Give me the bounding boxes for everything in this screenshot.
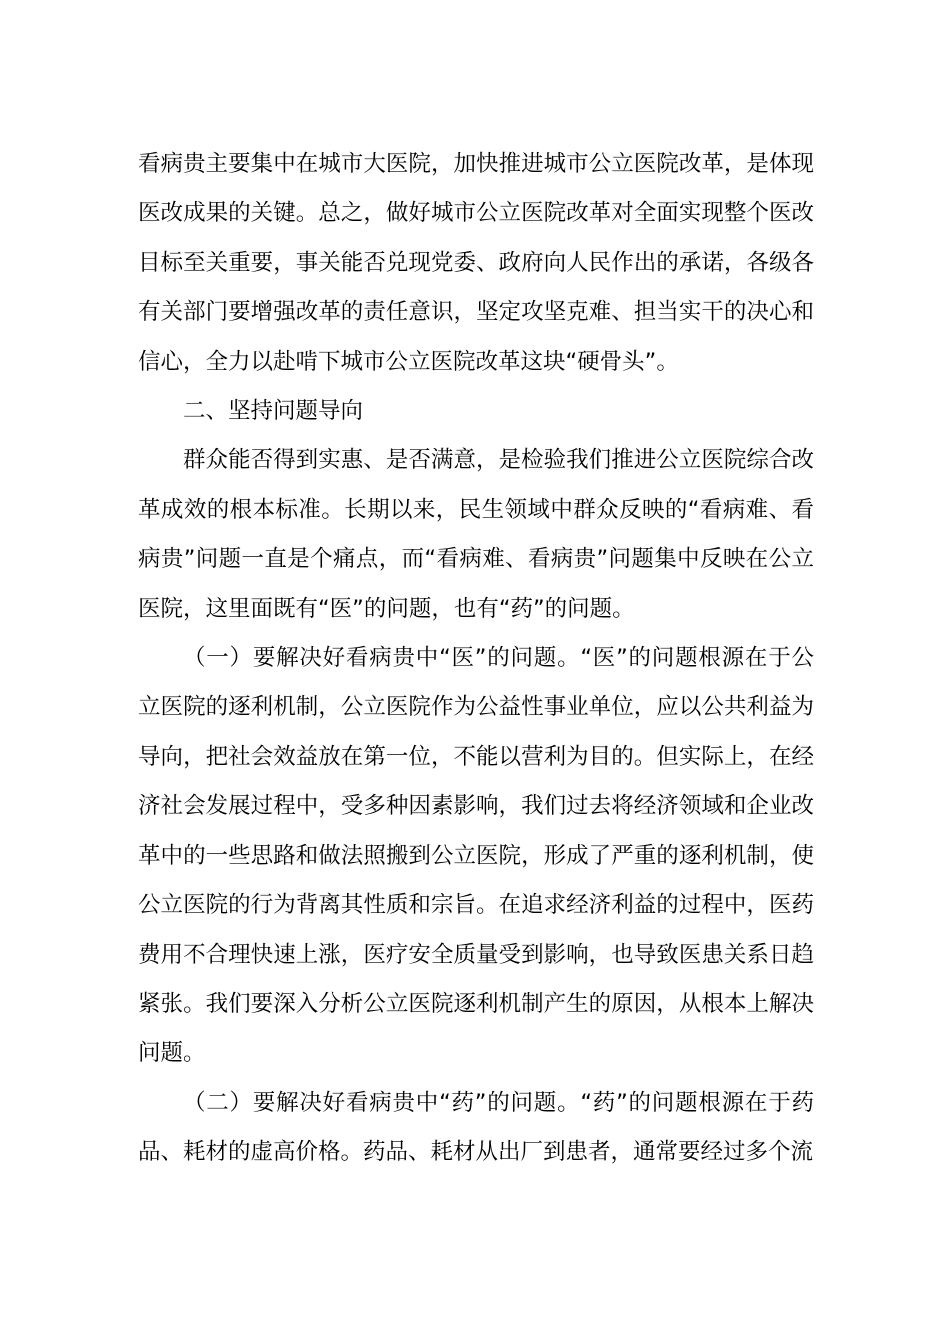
paragraph-subsection-medical: （一）要解决好看病贵中“医”的问题。“医”的问题根源在于公立医院的逐利机制，公立医院作为公益性事业单位，应以公共利益为导向，把社会效益放在第一位，不能以营利为目的。但实际上，在经济社会发展过程中，受多种因素影响，我们过去将经济领域和企业改革中的一些思路和做法照搬到公立医院，形成了严重的逐利机制，使公立医院的行为背离其性质和宗旨。在追求经济利益的过程中，医药费用不合理快速上涨，医疗安全质量受到影响，也导致医患关系日趋紧张。我们要深入分析公立医院逐利机制产生的原因，从根本上解决问题。 [138, 645, 814, 1067]
paragraph-subsection-drugs: （二）要解决好看病贵中“药”的问题。“药”的问题根源在于药品、耗材的虚高价格。药品、耗材从出厂到患者，通常要经过多个流 [138, 1089, 814, 1166]
paragraph-problem-overview: 群众能否得到实惠、是否满意，是检验我们推进公立医院综合改革成效的根本标准。长期以来，民生领域中群众反映的“看病难、看病贵”问题一直是个痛点，而“看病难、看病贵”问题集中反映在公立医院，这里面既有“医”的问题，也有“药”的问题。 [138, 447, 814, 622]
section-heading-problem-orientation: 二、坚持问题导向 [183, 398, 364, 425]
paragraph-intro-continuation: 看病贵主要集中在城市大医院，加快推进城市公立医院改革，是体现医改成果的关键。总之，做好城市公立医院改革对全面实现整个医改目标至关重要，事关能否兑现党委、政府向人民作出的承诺，各级各有关部门要增强改革的责任意识，坚定攻坚克难、担当实干的决心和信心，全力以赴啃下城市公立医院改革这块“硬骨头”。 [138, 151, 814, 375]
document-body [138, 140, 814, 1178]
